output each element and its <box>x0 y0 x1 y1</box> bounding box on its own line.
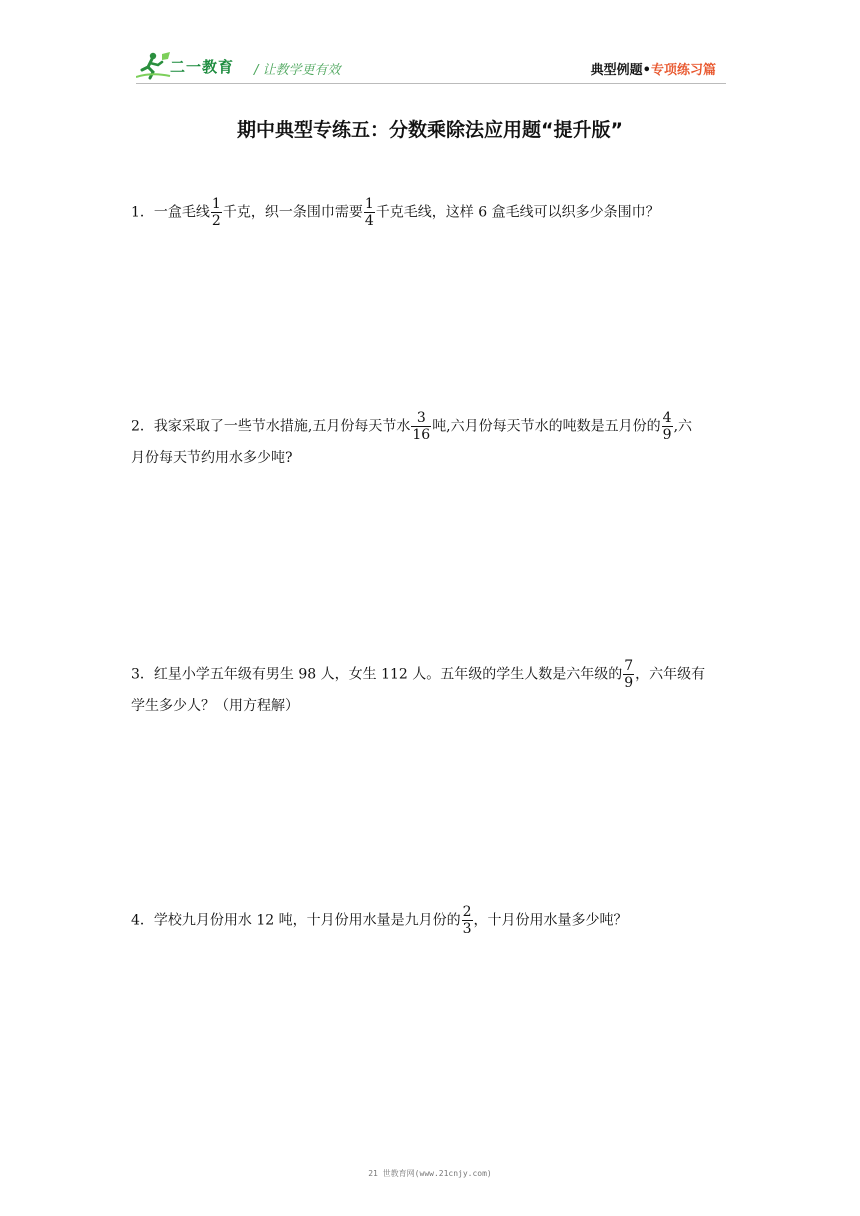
page-title: 期中典型专练五：分数乘除法应用题“提升版” <box>237 119 623 141</box>
section-label-main: 典型例题• <box>590 63 651 78</box>
fraction <box>364 196 375 229</box>
fraction-denominator: 2 <box>211 213 221 229</box>
question-text: ,六 <box>673 418 693 435</box>
logo-text: 二一教育 <box>170 58 235 76</box>
fraction-numerator: 3 <box>411 410 431 427</box>
fraction-numerator: 2 <box>462 904 472 920</box>
fraction-denominator: 16 <box>412 427 431 443</box>
header-divider <box>136 83 726 84</box>
question-3 <box>131 658 737 716</box>
fraction <box>662 410 673 443</box>
question-text: ，六年级有 <box>635 666 706 683</box>
logo <box>136 50 246 80</box>
question-text: 4．学校九月份用水 12 吨，十月份用水量是九月份的 <box>131 912 461 929</box>
fraction <box>462 904 473 937</box>
fraction-numerator: 1 <box>364 196 374 212</box>
question-line <box>131 696 737 716</box>
runner-logo-icon <box>136 50 172 80</box>
fraction-denominator: 9 <box>662 427 672 443</box>
fraction-numerator: 1 <box>211 196 221 212</box>
question-text: 千克毛线，这样 6 盒毛线可以织多少条围巾？ <box>375 204 660 221</box>
slogan: / 让教学更有效 <box>254 63 341 78</box>
question-text: 吨,六月份每天节水的吨数是五月份的 <box>432 418 661 435</box>
question-line <box>131 410 737 443</box>
question-2 <box>131 410 737 468</box>
page-footer: 21 世教育网(www.21cnjy.com) <box>368 1169 492 1178</box>
question-text: 1．一盒毛线 <box>131 204 210 221</box>
question-text: 千克，织一条围巾需要 <box>222 204 363 221</box>
question-text: 2．我家采取了一些节水措施,五月份每天节水 <box>131 418 411 435</box>
fraction-denominator: 9 <box>624 675 634 691</box>
page-header <box>136 50 726 84</box>
section-label <box>591 59 716 78</box>
question-line <box>131 904 737 937</box>
fraction <box>411 410 431 443</box>
fraction-numerator: 7 <box>624 658 634 674</box>
question-line <box>131 448 737 468</box>
question-4 <box>131 904 737 937</box>
fraction <box>211 196 222 229</box>
question-text: 学生多少人？（用方程解） <box>131 698 299 714</box>
fraction <box>623 658 634 691</box>
question-1 <box>131 196 737 229</box>
question-line <box>131 196 737 229</box>
question-line <box>131 658 737 691</box>
fraction-denominator: 4 <box>364 213 374 229</box>
fraction-denominator: 3 <box>462 921 472 937</box>
question-text: 月份每天节约用水多少吨? <box>131 450 293 466</box>
fraction-numerator: 4 <box>662 410 672 426</box>
question-text: ，十月份用水量多少吨？ <box>473 912 628 929</box>
question-text: 3．红星小学五年级有男生 98 人，女生 112 人。五年级的学生人数是六年级的 <box>131 666 623 683</box>
section-label-accent: 专项练习篇 <box>650 63 716 78</box>
